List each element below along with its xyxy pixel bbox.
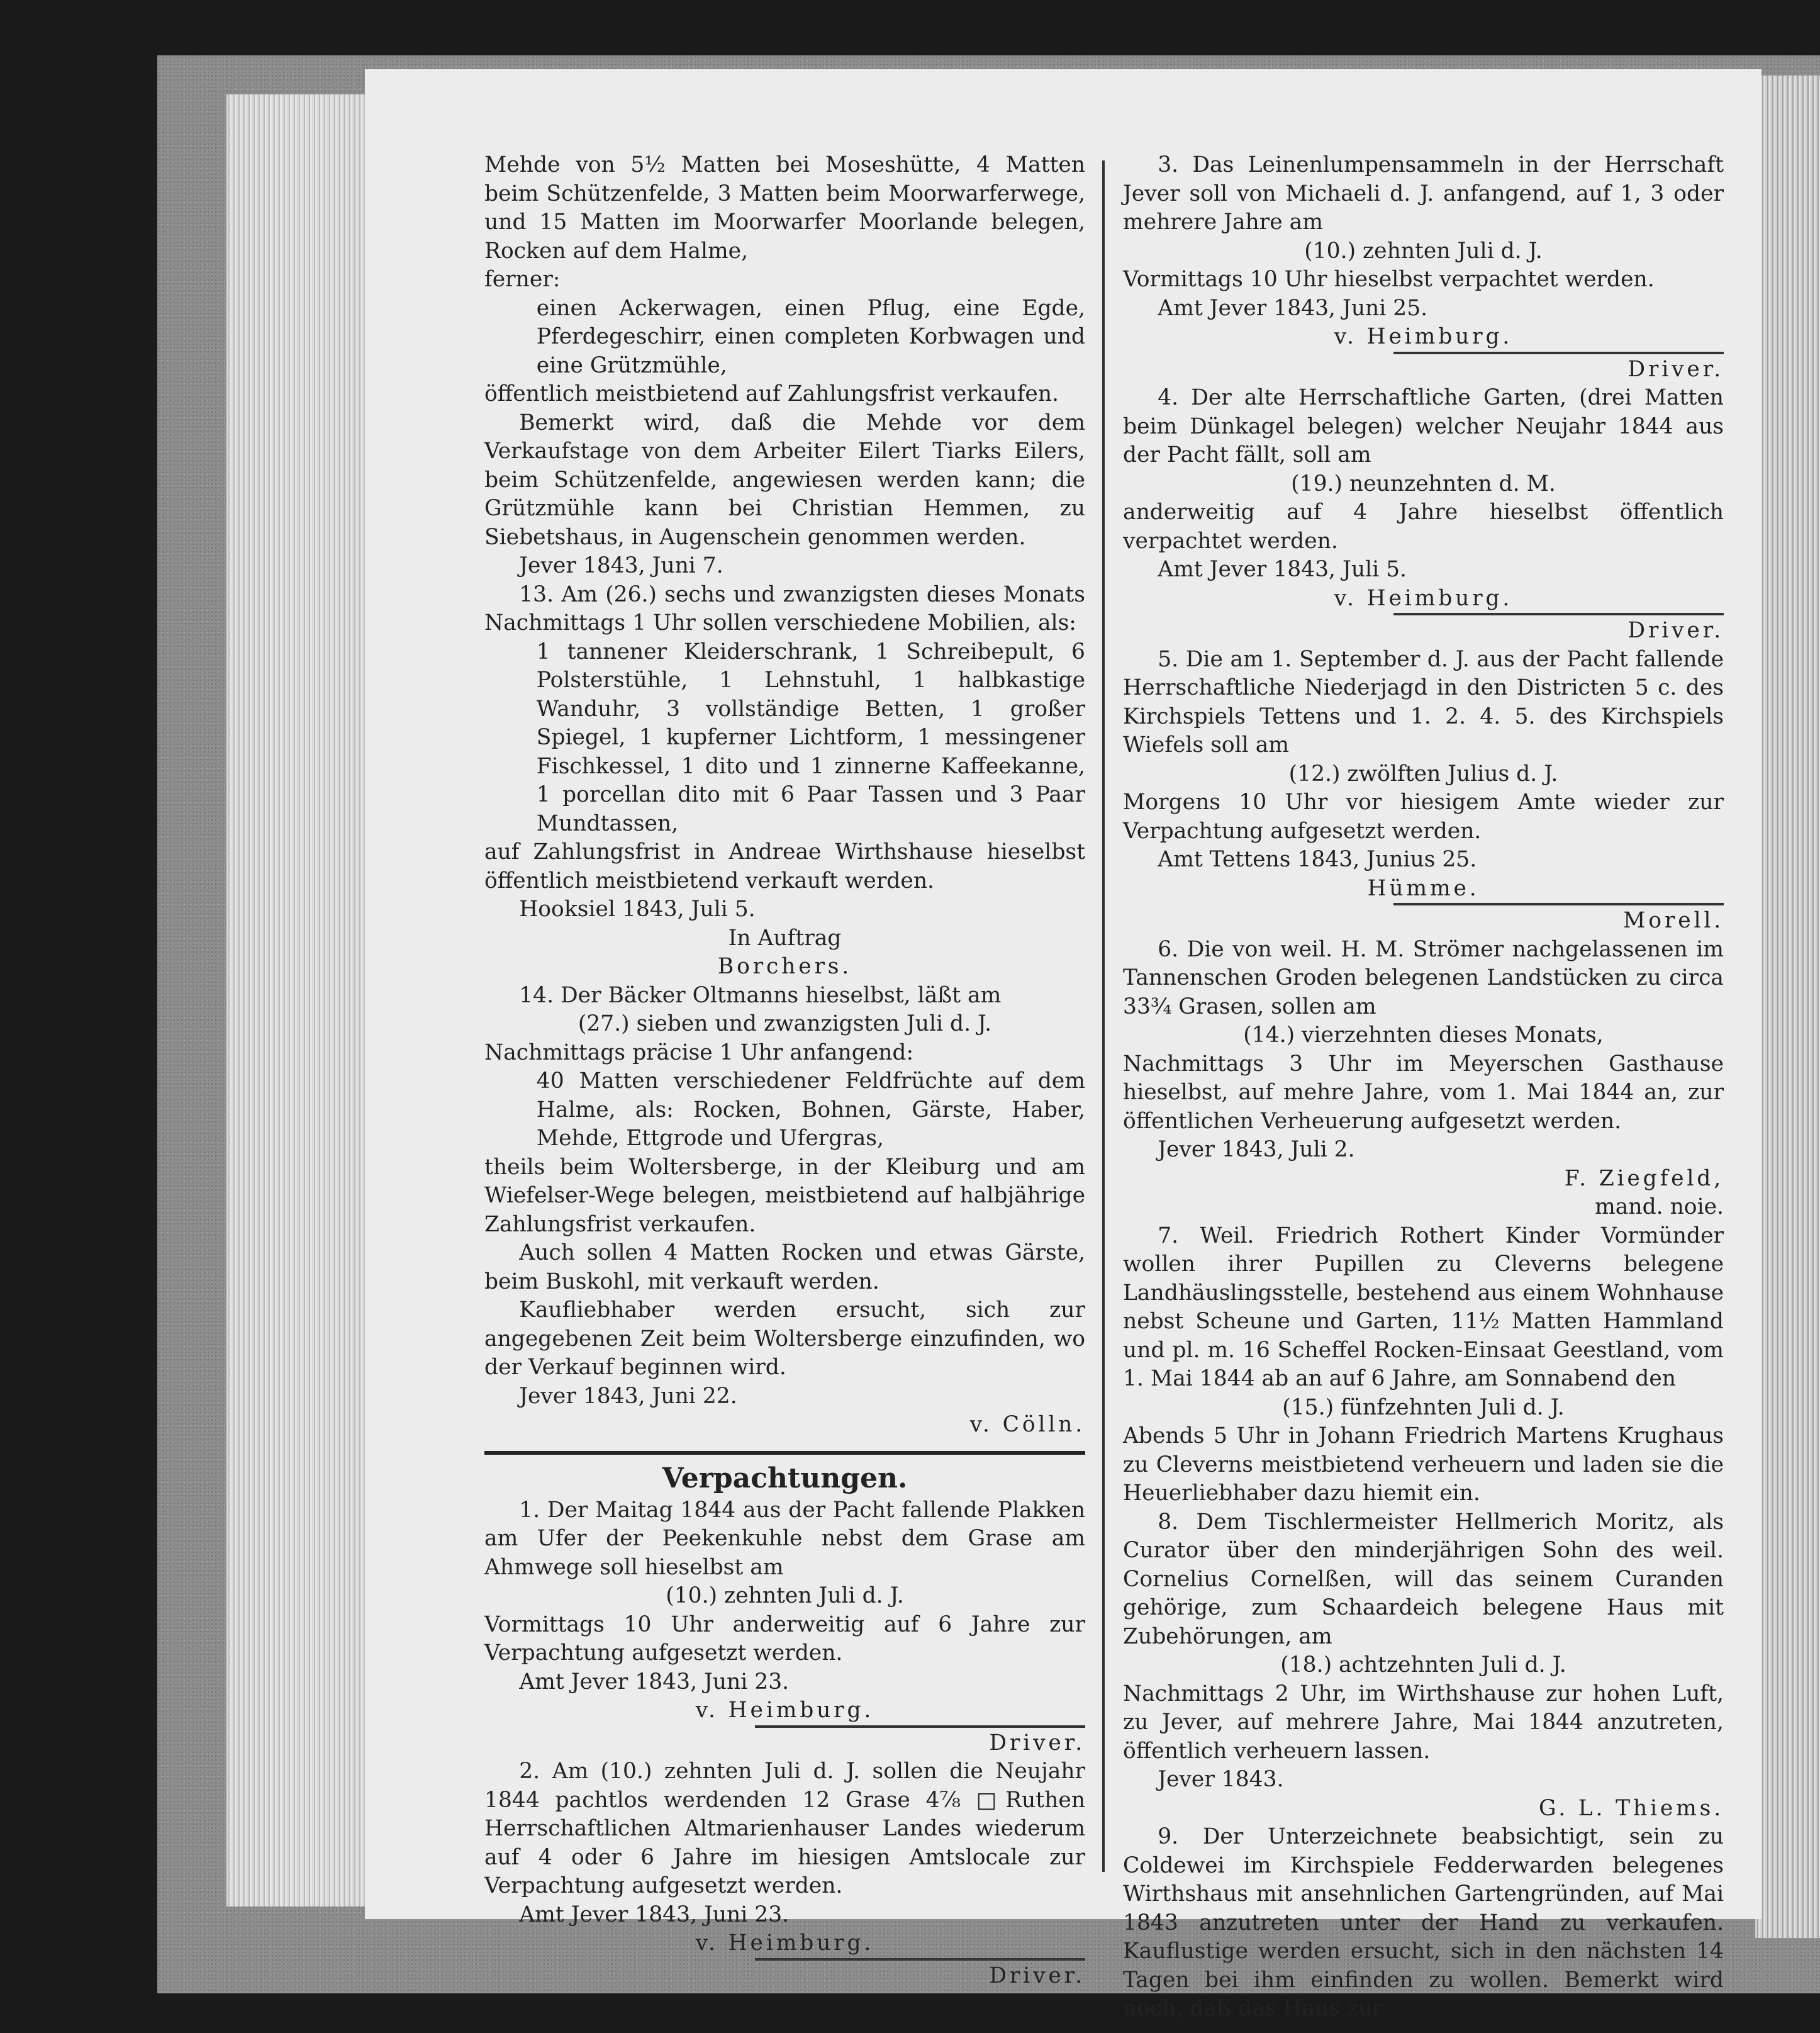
- text-line-l10: Hooksiel 1843, Juli 5.: [519, 897, 756, 922]
- text-line-l8: 1 tannener Kleiderschrank, 1 Schreibepult, 6 Polsterstühle, 1 Lehnstuhl, 1 halbkastige Wanduhr, 3 vollständige Betten, 1 großer Spiegel, 1 kupferner Lichtform, 1 messingener Fischkessel, 1 dito und 1 zinnerne Kaffeekanne, 1 porcellan dito mit 6 Paar Tassen und 3 Paar Mundtassen,: [536, 639, 1085, 836]
- text-line-l21: v. Cölln.: [969, 1412, 1085, 1437]
- text-line-l6: Jever 1843, Juni 7.: [519, 553, 723, 578]
- text-line-r6: Driver.: [1393, 352, 1724, 384]
- text-line-l16: 40 Matten verschiedener Feldfrüchte auf dem Halme, als: Rocken, Bohnen, Gärste, Haber, Mehde, Ettgrode und Ufergras,: [536, 1068, 1085, 1151]
- text-line-l7: 13. Am (26.) sechs und zwanzigsten dieses Monats Nachmittags 1 Uhr sollen verschiedene Mobilien, als:: [484, 581, 1085, 636]
- left-column: [484, 151, 1085, 1990]
- text-line-l25: Vormittags 10 Uhr anderweitig auf 6 Jahre zur Verpachtung aufgesetzt werden.: [484, 1611, 1085, 1666]
- text-line-l31: v. Heimburg.: [695, 1930, 874, 1956]
- text-line-r20: (14.) vierzehnten dieses Monats,: [1243, 1022, 1604, 1048]
- text-line-l11: In Auftrag: [728, 925, 842, 951]
- text-line-r18: Morell.: [1393, 903, 1724, 936]
- text-line-r31: Jever 1843.: [1158, 1767, 1284, 1792]
- text-line-l13: 14. Der Bäcker Oltmanns hieselbst, läßt am: [519, 982, 1002, 1008]
- text-line-l14: (27.) sieben und zwanzigsten Juli d. J.: [578, 1011, 992, 1036]
- text-line-l29: 2. Am (10.) zehnten Juli d. J. sollen die Neujahr 1844 pachtlos werdenden 12 Grase 4⅞ □Ruthen Herrschaftlichen Altmarienhauser Landes wiederum auf 4 oder 6 Jahre im hiesigen Amtslocale zur Verpachtung aufgesetzt werden.: [484, 1759, 1085, 1898]
- text-line-r7: 4. Der alte Herrschaftliche Garten, (drei Matten beim Dünkagel belegen) welcher Neujahr 1844 aus der Pacht fällt, soll am: [1123, 385, 1724, 468]
- section-rule: [484, 1451, 1085, 1455]
- text-line-r25: 7. Weil. Friedrich Rothert Kinder Vormünder wollen ihrer Pupillen zu Cleverns belegene Landhäuslingsstelle, bestehend aus einem Wohnhause nebst Scheune und Garten, 11½ Matten Hammland und pl. m. 16 Scheffel Rocken-Einsaat Geestland, vom 1. Mai 1844 ab an auf 6 Jahre, am Sonnabend den: [1123, 1223, 1724, 1391]
- text-line-l2: ferner:: [484, 267, 561, 292]
- text-line-r1: 3. Das Leinenlumpensammeln in der Herrschaft Jever soll von Michaeli d. J. anfangend, auf 1, 3 oder mehrere Jahre am: [1123, 152, 1724, 235]
- text-line-r24: mand. noie.: [1595, 1194, 1724, 1219]
- text-line-r11: v. Heimburg.: [1334, 585, 1513, 611]
- text-line-r33: 9. Der Unterzeichnete beabsichtigt, sein zu Coldewei im Kirchspiele Fedderwarden belegenes Wirthshaus mit ansehnlichen Gartengründen, auf Mai 1843 anzutreten unter der Hand zu verkaufen. Kauflustige werden ersucht, sich in den nächsten 14 Tagen bei ihm einfinden zu wollen. Bemerkt wird noch, daß das Haus zur: [1123, 1824, 1724, 2021]
- text-line-l24: (10.) zehnten Juli d. J.: [666, 1583, 904, 1608]
- text-line-r15: Morgens 10 Uhr vor hiesigem Amte wieder zur Verpachtung aufgesetzt werden.: [1123, 790, 1724, 844]
- text-line-r19: 6. Die von weil. H. M. Strömer nachgelassenen im Tannenschen Groden belegenen Landstücken zu circa 33¾ Grasen, sollen am: [1123, 936, 1724, 1019]
- text-line-l23: 1. Der Maitag 1844 aus der Pacht fallende Plakken am Ufer der Peekenkuhle nebst dem Grase am Ahmwege soll hieselbst am: [484, 1497, 1085, 1580]
- text-line-l3: einen Ackerwagen, einen Pflug, eine Egde, Pferdegeschirr, einen completen Korbwagen und eine Grützmühle,: [536, 295, 1085, 378]
- text-line-l9: auf Zahlungsfrist in Andreae Wirthshause hieselbst öffentlich meistbietend verkauft werden.: [484, 839, 1085, 893]
- text-line-r5: v. Heimburg.: [1334, 324, 1513, 349]
- page-edges-right: [1755, 76, 1820, 1938]
- text-line-l15: Nachmittags präcise 1 Uhr anfangend:: [484, 1039, 914, 1065]
- page-edges-left: [226, 94, 365, 1907]
- text-line-r12: Driver.: [1393, 613, 1724, 646]
- text-line-r8: (19.) neunzehnten d. M.: [1291, 471, 1556, 496]
- text-line-r17: Hümme.: [1367, 875, 1480, 901]
- text-line-l4: öffentlich meistbietend auf Zahlungsfrist verkaufen.: [484, 381, 1059, 406]
- text-line-r22: Jever 1843, Juli 2.: [1158, 1137, 1355, 1162]
- text-line-r29: (18.) achtzehnten Juli d. J.: [1280, 1652, 1566, 1677]
- text-line-r4: Amt Jever 1843, Juni 25.: [1158, 295, 1428, 321]
- text-line-r13: 5. Die am 1. September d. J. aus der Pacht fallende Herrschaftliche Niederjagd in den Districten 5 c. des Kirchspiels Tettens und 1. 2. 4. 5. des Kirchspiels Wiefels soll am: [1123, 646, 1724, 758]
- text-line-r28: 8. Dem Tischlermeister Hellmerich Moritz, als Curator über den minderjährigen Sohn des weil. Cornelius Cornelßen, will das seinem Curanden gehörige, zum Schaardeich belegene Haus mit Zubehörungen, am: [1123, 1509, 1724, 1649]
- text-line-l30: Amt Jever 1843, Juni 23.: [519, 1901, 790, 1927]
- text-line-r10: Amt Jever 1843, Juli 5.: [1158, 557, 1407, 582]
- text-line-r30: Nachmittags 2 Uhr, im Wirthshause zur hohen Luft, zu Jever, auf mehrere Jahre, Mai 1844 anzutreten, öffentlich verheuern lassen.: [1123, 1681, 1724, 1764]
- right-column: [1123, 151, 1724, 2024]
- text-line-l17: theils beim Woltersberge, in der Kleiburg und am Wiefelser-Wege belegen, meistbietend auf halbjährige Zahlungsfrist verkaufen.: [484, 1154, 1085, 1237]
- text-line-r14: (12.) zwölften Julius d. J.: [1288, 761, 1558, 787]
- text-line-r26: (15.) fünfzehnten Juli d. J.: [1282, 1394, 1565, 1420]
- text-line-l32: Driver.: [755, 1958, 1085, 1991]
- text-line-r21: Nachmittags 3 Uhr im Meyerschen Gasthause hieselbst, auf mehre Jahre, vom 1. Mai 1844 an, zur öffentlichen Verheuerung aufgesetzt werden.: [1123, 1051, 1724, 1134]
- text-line-l28: Driver.: [755, 1725, 1085, 1758]
- text-line-l5: Bemerkt wird, daß die Mehde vor dem Verkaufstage von dem Arbeiter Eilert Tiarks Eilers, beim Schützenfelde, angewiesen werden kann; die Grützmühle kann bei Christian Hemmen, zu Siebetshaus, in Augenschein genommen werden.: [484, 410, 1085, 550]
- text-line-r2: (10.) zehnten Juli d. J.: [1304, 238, 1543, 264]
- text-line-l18: Auch sollen 4 Matten Rocken und etwas Gärste, beim Buskohl, mit verkauft werden.: [484, 1240, 1085, 1294]
- text-line-l26: Amt Jever 1843, Juni 23.: [519, 1669, 790, 1694]
- text-line-r9: anderweitig auf 4 Jahre hieselbst öffentlich verpachtet werden.: [1123, 500, 1724, 554]
- text-line-r32: G. L. Thiems.: [1539, 1795, 1724, 1821]
- text-line-l20: Jever 1843, Juni 22.: [519, 1383, 737, 1409]
- text-line-l12: Borchers.: [717, 954, 852, 979]
- text-line-r16: Amt Tettens 1843, Junius 25.: [1158, 847, 1477, 872]
- text-line-l27: v. Heimburg.: [695, 1698, 874, 1723]
- text-line-l19: Kaufliebhaber werden ersucht, sich zur angegebenen Zeit beim Woltersberge einzufinden, wo der Verkauf beginnen wird.: [484, 1297, 1085, 1380]
- text-line-r23: F. Ziegfeld,: [1564, 1165, 1724, 1191]
- column-divider: [1102, 160, 1105, 1872]
- text-line-l1: Mehde von 5½ Matten bei Moseshütte, 4 Matten beim Schützenfelde, 3 Matten beim Moorwarferwege, und 15 Matten im Moorwarfer Moorlande belegen, Rocken auf dem Halme,: [484, 152, 1085, 264]
- text-line-l22: Verpachtungen.: [662, 1462, 908, 1494]
- text-line-r27: Abends 5 Uhr in Johann Friedrich Martens Krughaus zu Cleverns meistbietend verheuern und laden sie die Heuerliebhaber dazu hiemit ein.: [1123, 1423, 1724, 1506]
- text-line-r3: Vormittags 10 Uhr hieselbst verpachtet werden.: [1123, 267, 1655, 292]
